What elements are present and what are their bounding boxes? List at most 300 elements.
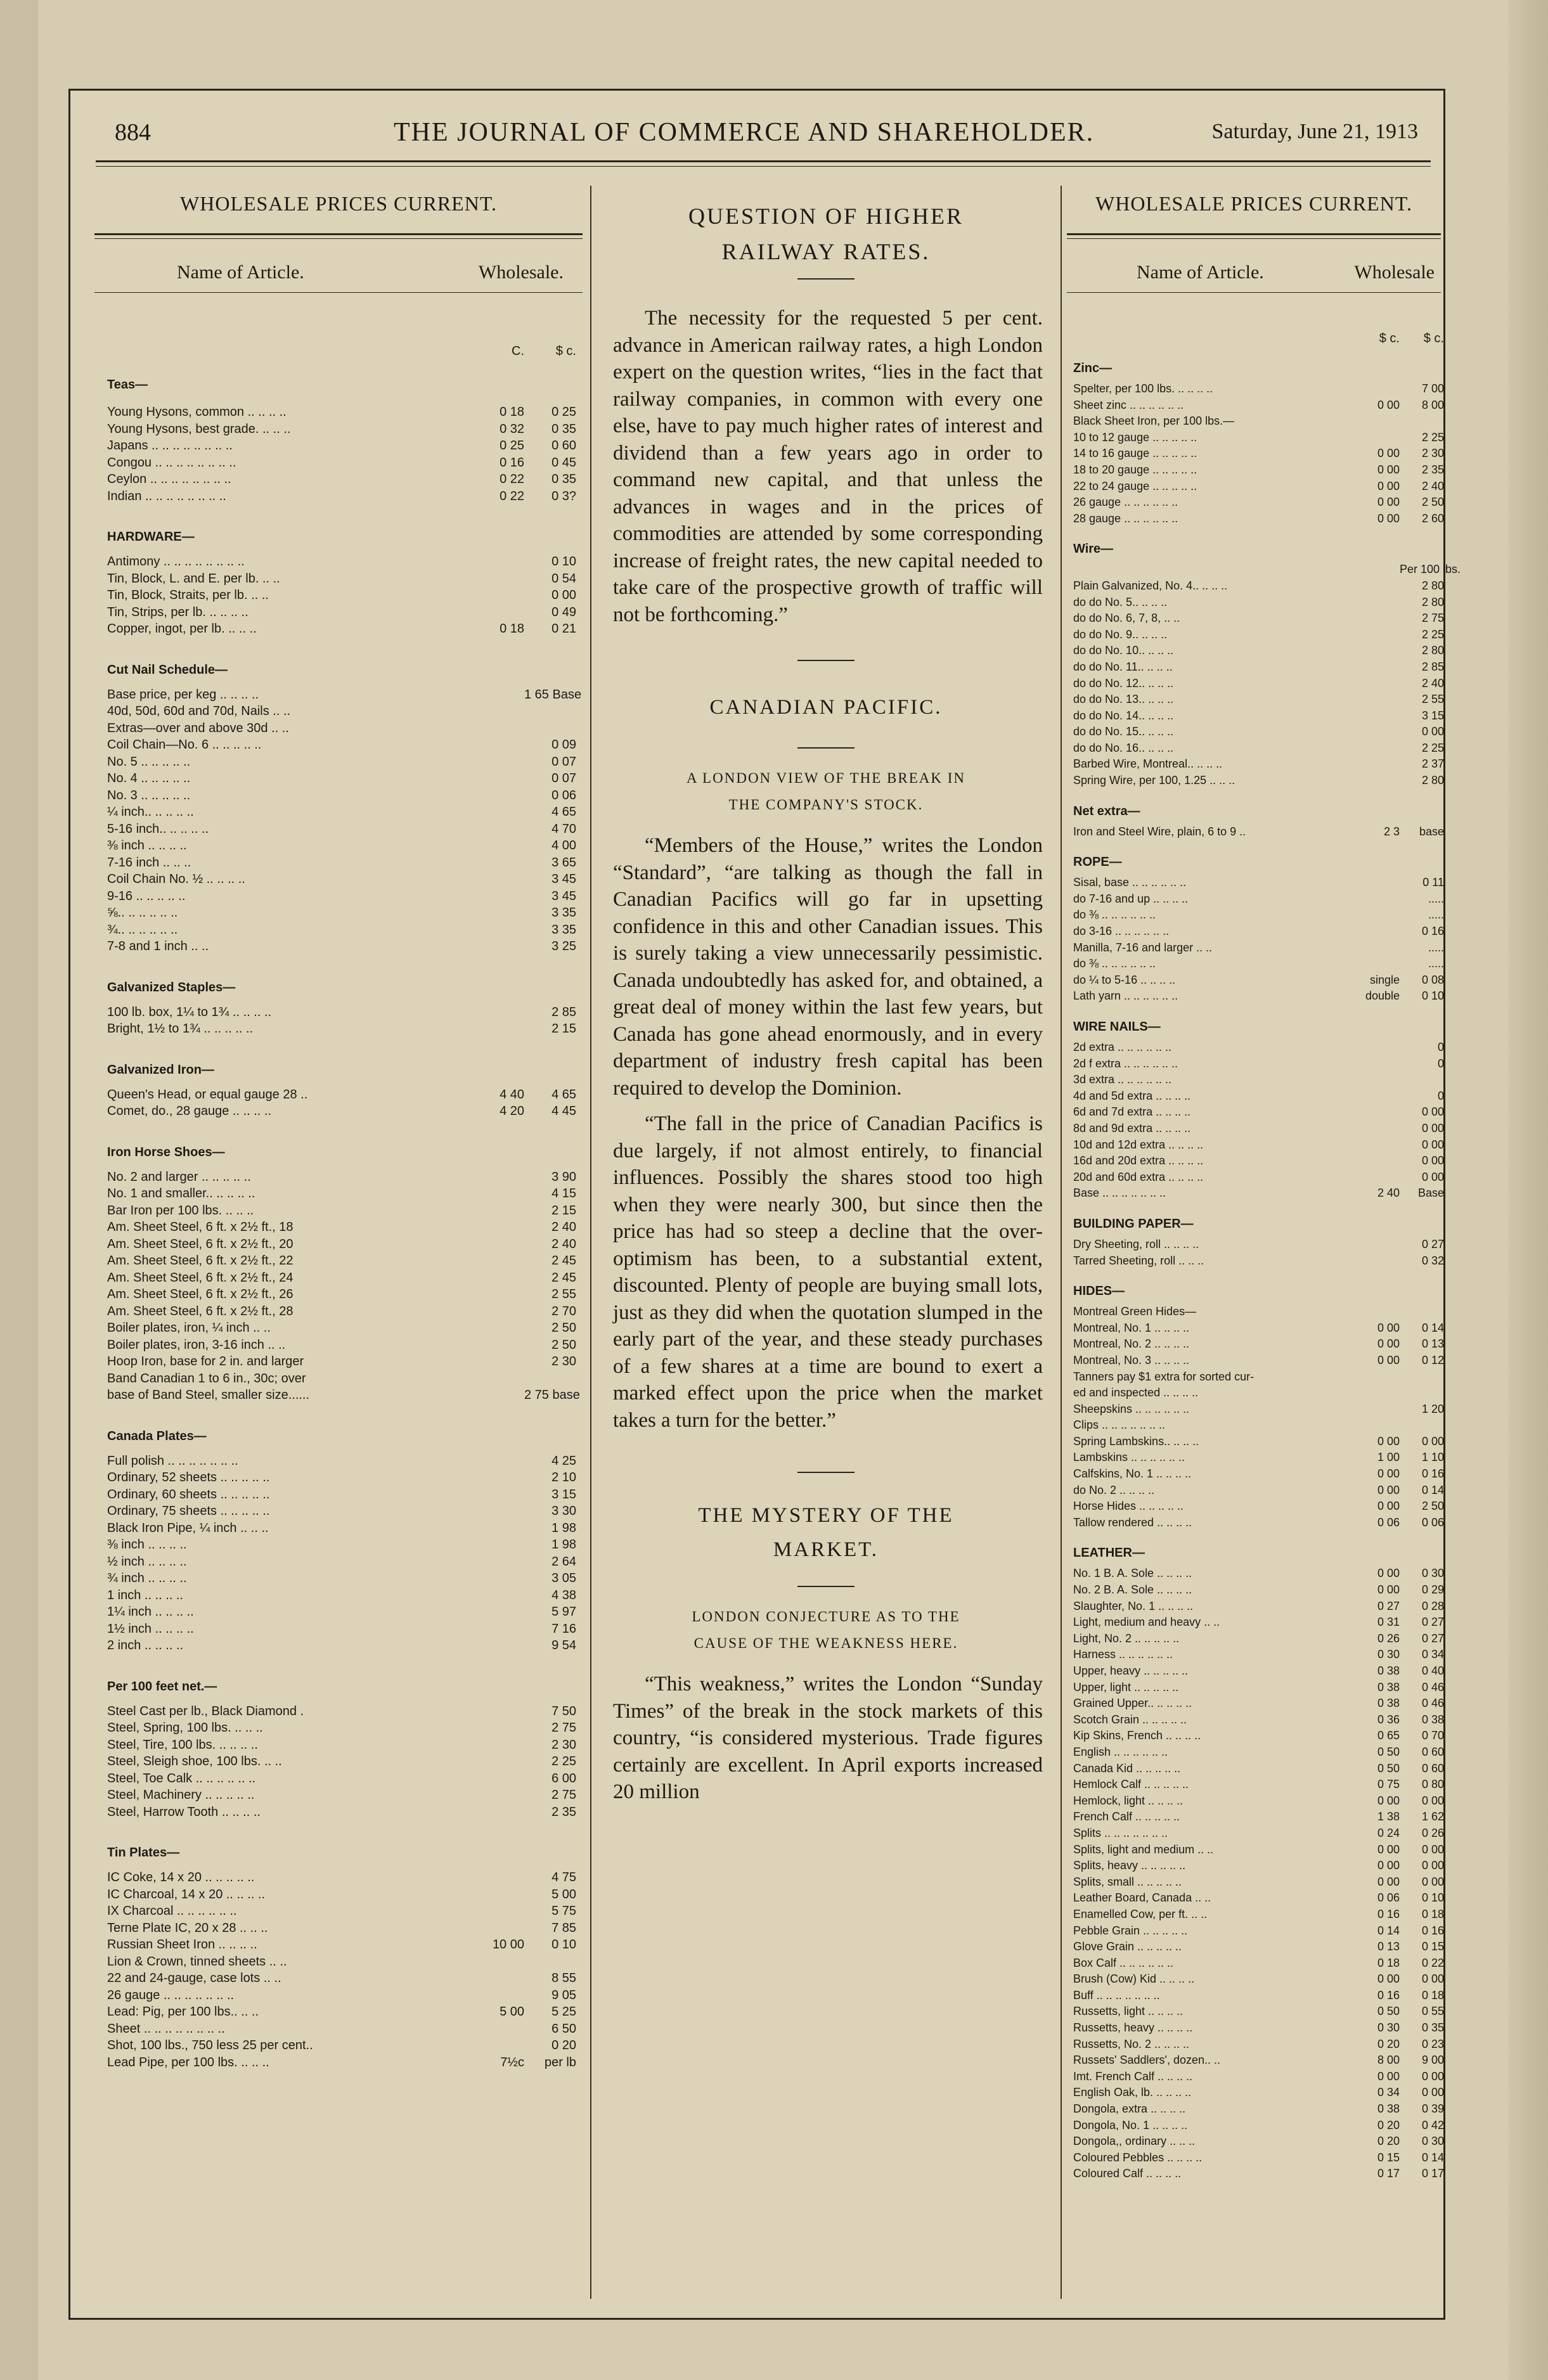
price-value: 0 18 [500,405,524,419]
price-value: 0 50 [1377,2005,1400,2018]
article-name: Montreal, No. 1 .. .. .. .. [1073,1321,1190,1334]
article-paragraph: “The fall in the price of Canadian Pacifics is due largely, if not almost entirely, to financial influences. Possibly the shares stood too high when they were nearly 300, but since then the price has had so steep a decline that the over-optimism has been, to a substantial extent, discounted. Plenty of people are buying small lots, just as they did when the quotation slumped in the early part of the year, and these steady purchases of a few shares at a time are bound to exert a marked effect upon the price when the market takes a turn for the better.” [613,1112,1043,1432]
article-name: 20d and 60d extra .. .. .. .. [1073,1170,1204,1183]
price-value: 0 21 [551,622,576,636]
article-name: 5-16 inch.. .. .. .. .. [107,821,209,836]
article-name: ¼ inch.. .. .. .. .. [107,805,194,819]
price-value: 2 75 [551,1721,576,1735]
price-row [1073,756,1444,773]
price-value: 2 50 [551,1337,576,1352]
price-row [107,1169,576,1186]
price-value [475,1286,524,1303]
price-value: 0 27 [1377,1599,1400,1612]
article-name: Light, medium and heavy .. .. [1073,1616,1220,1629]
article-name: Hoop Iron, base for 2 in. and larger [107,1354,304,1368]
price-value: 4 38 [551,1588,576,1602]
price-row [1073,2069,1444,2085]
price-row [1073,1253,1444,1270]
price-row [1073,1401,1444,1418]
price-value [475,720,524,737]
price-value: 0 45 [551,455,576,470]
article-name: Bright, 1½ to 1¾ .. .. .. .. .. [107,1022,254,1036]
price-value: 2 30 [1421,447,1444,460]
price-row [107,1953,576,1971]
price-value [475,1570,524,1587]
article-name: Am. Sheet Steel, 6 ft. x 2½ ft., 20 [107,1237,293,1251]
article-name: do do No. 10.. .. .. .. [1073,644,1174,657]
price-row [1073,824,1444,840]
price-value: 0 38 [1377,1680,1400,1694]
article-name: Congou .. .. .. .. .. .. .. .. [107,455,236,470]
article-name: Tallow rendered .. .. .. .. [1073,1515,1192,1529]
article-paragraph: “This weakness,” writes the London “Sunday Times” of the break in the stock markets of this country, “is considered mysterious. Trade figures certainly are excellent. In April exports increased 20 million [613,1673,1043,1803]
price-row [1073,1761,1444,1777]
price-value [475,1970,524,1987]
price-value: ..... [1428,892,1444,905]
price-value [475,1270,524,1287]
article-name: Montreal Green Hides— [1073,1305,1197,1318]
price-row [107,488,576,505]
article-name: Indian .. .. .. .. .. .. .. .. [107,489,226,503]
right-currency-b: $ c. [1423,331,1444,345]
price-value: 0 18 [1377,1956,1400,1969]
price-row [107,1270,576,1287]
price-value: 2 15 [551,1203,576,1218]
article-name: 4d and 5d extra .. .. .. .. [1073,1089,1191,1102]
article-name: IC Charcoal, 14 x 20 .. .. .. .. [107,1887,265,1901]
article-name: Ceylon .. .. .. .. .. .. .. .. [107,472,231,486]
price-row [107,770,576,787]
price-value [475,1387,524,1404]
price-value: 5 00 [500,2005,524,2019]
article-name: base of Band Steel, smaller size...... [107,1388,310,1402]
price-value [475,821,524,838]
article-name: do do No. 13.. .. .. .. [1073,693,1174,706]
price-value: 0 22 [500,472,524,486]
article-name: Hemlock Calf .. .. .. .. .. [1073,1778,1189,1791]
article-name: No. 3 .. .. .. .. .. [107,788,191,802]
price-value: 0 31 [1377,1616,1400,1629]
price-value: 0 00 [1377,2069,1400,2083]
article-name: 40d, 50d, 60d and 70d, Nails .. .. [107,704,291,718]
article-name: Ordinary, 60 sheets .. .. .. .. .. [107,1487,270,1502]
price-value: 0 00 [1421,1859,1444,1872]
article-name: No. 1 B. A. Sole .. .. .. .. [1073,1567,1192,1580]
article-name: ⅜ inch .. .. .. .. [107,839,187,852]
price-value: 0 38 [1377,1697,1400,1710]
price-value: 1 98 [551,1538,576,1552]
article-name: Iron and Steel Wire, plain, 6 to 9 .. [1073,825,1246,838]
article-name: Base .. .. .. .. .. .. .. [1073,1187,1166,1200]
article-name: Am. Sheet Steel, 6 ft. x 2½ ft., 24 [107,1270,293,1285]
price-value: 1 20 [1421,1402,1444,1415]
article-name: Lath yarn .. .. .. .. .. .. [1073,989,1178,1003]
price-row [1073,381,1444,397]
price-value [475,1737,524,1754]
price-row [1073,773,1444,789]
article-name: Queen's Head, or equal gauge 28 .. [107,1087,308,1102]
article-name: do do No. 14.. .. .. .. [1073,709,1174,722]
price-value [1355,1237,1400,1253]
price-row [107,1486,576,1503]
price-row [107,1202,576,1219]
price-value: 0 16 [1377,1988,1400,2002]
price-value: 0 16 [1421,1467,1444,1481]
price-row [1073,413,1444,430]
price-value: 0 00 [1377,1483,1400,1496]
price-value [475,1202,524,1219]
price-value: 0 23 [1421,2037,1444,2050]
article-name: Japans .. .. .. .. .. .. .. .. [107,439,233,453]
article-name: Spring Lambskins.. .. .. .. [1073,1434,1199,1448]
price-value [475,1169,524,1186]
price-value: 2 85 [551,1005,576,1019]
price-row [107,1236,576,1253]
article-name: Copper, ingot, per lb. .. .. .. [107,622,257,636]
article-name: Brush (Cow) Kid .. .. .. .. [1073,1972,1195,1986]
price-row [107,1886,576,1903]
price-value: 2 3 [1383,825,1400,838]
price-row [1073,1369,1444,1386]
article-name: Am. Sheet Steel, 6 ft. x 2½ ft., 22 [107,1254,293,1268]
article-name: 1½ inch .. .. .. .. [107,1621,194,1636]
article-name: IC Coke, 14 x 20 .. .. .. .. .. [107,1870,255,1884]
price-row [107,1604,576,1621]
price-value [475,1903,524,1920]
article-name: Sheepskins .. .. .. .. .. .. [1073,1402,1190,1415]
price-row [107,437,576,454]
article-name: Russets' Saddlers', dozen.. .. [1073,2054,1220,2067]
price-value: 0 00 [1377,1353,1400,1367]
price-row [1073,1169,1444,1186]
article-name: ⅜ inch .. .. .. .. [107,1538,187,1552]
price-row [1073,397,1444,414]
price-value [524,1953,576,1971]
price-value: 0 26 [1377,1631,1400,1645]
price-row [1073,430,1444,446]
price-row [107,1286,576,1303]
price-row [1073,972,1444,989]
price-value: 1 38 [1377,1810,1400,1824]
left-price-column [88,186,589,2299]
price-row [107,1387,580,1404]
article-name: Dongola,, ordinary .. .. .. [1073,2135,1196,2148]
article-name: Splits, heavy .. .. .. .. .. [1073,1859,1186,1872]
price-value [1355,956,1400,972]
price-row [1073,1385,1444,1401]
price-value: 0 18 [500,622,524,636]
right-price-list [1073,331,1461,2182]
article-name: Canada Kid .. .. .. .. .. [1073,1761,1181,1775]
price-section-title: Tin Plates— [107,1846,180,1860]
price-value [1355,1056,1400,1072]
right-col-price-header: Wholesale [1354,262,1435,283]
price-row [1073,1515,1444,1531]
price-value: 0 00 [1377,1794,1400,1807]
price-row [107,854,576,872]
price-value: 6 50 [551,2021,576,2036]
article-name: 9-16 .. .. .. .. .. [107,889,186,903]
title-rule [797,278,855,280]
price-row [107,787,576,804]
price-value: 2 25 [1421,430,1444,444]
price-value [475,1252,524,1270]
article-name: Ordinary, 75 sheets .. .. .. .. .. [107,1504,270,1518]
price-row [1073,595,1444,611]
article-name: Splits, light and medium .. .. [1073,1843,1214,1856]
article-name: Base price, per keg .. .. .. .. [107,687,259,702]
article-name: Steel, Sleigh shoe, 100 lbs. .. .. [107,1754,282,1768]
right-price-column [1061,186,1461,2299]
price-value [1355,627,1400,643]
price-row [1073,1793,1444,1810]
price-row [1073,907,1444,923]
price-value: 0 [1437,1089,1444,1102]
price-section-title: LEATHER— [1073,1546,1145,1560]
price-value: 0 22 [500,489,524,503]
price-value: 0 00 [1377,1321,1400,1334]
price-row [107,1103,576,1120]
price-value: 3 05 [551,1571,576,1585]
price-value [475,737,524,754]
price-value: 3 90 [551,1169,576,1184]
price-row [1073,1466,1444,1483]
price-section-title: WIRE NAILS— [1073,1020,1161,1034]
article-name: 1 inch .. .. .. .. [107,1588,184,1602]
price-row [1073,1647,1444,1663]
price-value [1400,1385,1444,1401]
article-name: Full polish .. .. .. .. .. .. .. [107,1453,238,1468]
article-name: Steel Cast per lb., Black Diamond . [107,1704,304,1718]
price-row [107,720,576,737]
article-name: Young Hysons, best grade. .. .. .. [107,421,291,436]
price-value: 0 14 [1421,2151,1444,2164]
article-title-line: QUESTION OF HIGHER [688,203,964,229]
price-value: 0 14 [1421,1483,1444,1496]
price-value: 0 27 [1421,1631,1444,1645]
price-row [107,686,582,704]
article-name: Horse Hides .. .. .. .. .. [1073,1500,1184,1513]
price-value [1400,1304,1444,1320]
price-row [107,587,576,604]
price-value: 0 13 [1377,1940,1400,1953]
article-name: Barbed Wire, Montreal.. .. .. .. [1073,757,1223,771]
price-row [107,871,576,888]
article-name: Russetts, heavy .. .. .. .. [1073,2021,1193,2035]
price-value: 7 16 [551,1621,576,1636]
article-name: Terne Plate IC, 20 x 28 .. .. .. [107,1920,268,1935]
price-value [524,1370,576,1387]
article-divider [797,1472,855,1473]
article-name: Boiler plates, iron, 3-16 inch .. .. [107,1337,286,1352]
price-value [475,1303,524,1320]
price-row [107,1520,576,1537]
price-value [1355,923,1400,940]
article-name: Splits .. .. .. .. .. .. .. [1073,1826,1168,1839]
article-subtitle-line: A LONDON VIEW OF THE BREAK IN [686,770,966,786]
price-value: 0 60 [551,439,576,453]
article-name: do do No. 11.. .. .. .. [1073,660,1173,673]
article-name: Band Canadian 1 to 6 in., 30c; over [107,1371,306,1386]
price-value [1355,724,1400,740]
price-value: ..... [1428,941,1444,954]
price-value: 0 17 [1421,2167,1444,2180]
price-row [1073,940,1444,956]
price-value [1355,891,1400,908]
price-value: 3 45 [551,872,576,886]
page-number: 884 [115,119,151,146]
article-name: 14 to 16 gauge .. .. .. .. .. [1073,447,1197,460]
article-name: English .. .. .. .. .. .. [1073,1745,1168,1758]
article-name: Bar Iron per 100 lbs. .. .. .. [107,1203,254,1218]
price-row [1073,1614,1444,1631]
price-value: 0 25 [500,439,524,453]
price-value [475,1553,524,1571]
price-value: 9 05 [551,1988,576,2002]
price-value: 0 00 [1377,1859,1400,1872]
price-value: 2 50 [551,1321,576,1335]
price-value [475,2021,524,2038]
article-name: Clips .. .. .. .. .. .. .. [1073,1418,1166,1432]
article-name: Tin, Block, Straits, per lb. .. .. [107,588,269,602]
price-row [1073,2052,1444,2069]
price-value [475,770,524,787]
price-section-title: Galvanized Iron— [107,1062,214,1077]
price-row [107,1320,576,1337]
price-row [1073,956,1444,972]
price-value: 9 54 [551,1638,576,1652]
article-subtitle-line: THE COMPANY'S STOCK. [728,797,924,813]
price-value [475,1787,524,1804]
price-value: 8 00 [1421,398,1444,411]
price-value [475,1453,524,1470]
price-row [1073,875,1444,891]
article-name: do do No. 9.. .. .. .. [1073,627,1168,641]
article-name: do ¼ to 5-16 .. .. .. .. [1073,973,1176,986]
price-value: 0 15 [1421,1940,1444,1953]
price-value: 0 00 [1377,1843,1400,1856]
left-subhead-rule [94,292,583,293]
price-value: 7 50 [551,1704,576,1718]
price-value [1355,691,1400,708]
article-name: 26 gauge .. .. .. .. .. .. [1073,496,1178,509]
price-row [1073,1712,1444,1728]
price-value: Base [1417,1187,1444,1200]
price-value: 0 22 [1421,1956,1444,1969]
price-section-title: Zinc— [1073,361,1113,375]
price-row [107,1920,576,1937]
price-value: 0 12 [1421,1353,1444,1367]
article-name: Ordinary, 52 sheets .. .. .. .. .. [107,1470,270,1484]
price-row [1073,2004,1444,2020]
right-currency-a: $ c. [1379,331,1400,345]
article-name: Calfskins, No. 1 .. .. .. .. [1073,1467,1192,1481]
price-row [1073,1072,1444,1088]
price-value: 8 55 [551,1971,576,1985]
article-name: Kip Skins, French .. .. .. .. [1073,1729,1201,1742]
price-value: 3 15 [551,1487,576,1502]
price-value: base [1419,825,1444,838]
price-value: 2 80 [1421,579,1444,592]
article-name [1073,562,1355,578]
price-value: 0 00 [1377,1337,1400,1351]
price-row [107,804,576,821]
price-row [1073,1874,1444,1891]
left-col-price-header: Wholesale. [478,262,564,283]
article-name: do do No. 6, 7, 8, .. .. [1073,612,1180,625]
article-name: No. 1 and smaller.. .. .. .. .. [107,1187,255,1200]
price-value: 3 15 [1421,709,1444,722]
price-section-title: BUILDING PAPER— [1073,1216,1194,1231]
article-name: Upper, light .. .. .. .. .. [1073,1680,1179,1694]
right-currency-header [1073,331,1444,346]
article-cpr-title: CANADIAN PACIFIC. [709,696,943,719]
price-row [1073,1825,1444,1842]
price-value [475,1004,524,1021]
article-paragraph: “Members of the House,” writes the London “Standard”, “are talking as though the fall in Canadian Pacifics will go far in upsetting confidence in this and other Canadian issues. This is surely taking a view unnecessarily pessimistic. Canada undoubtedly has asked for, and obtained, a great deal of money within the last few years, but Canada has gone ahead enormously, and in every department of industry fresh capital has been required to develop the Dominion. [613,834,1043,1100]
price-row [1073,1498,1444,1515]
price-row [107,1004,576,1021]
price-value: ..... [1428,957,1444,970]
price-value: 0 40 [1421,1664,1444,1677]
article-subtitle-line: CAUSE OF THE WEAKNESS HERE. [693,1635,958,1651]
price-value: 2 40 [551,1220,576,1234]
left-column-title: WHOLESALE PRICES CURRENT. [180,192,497,215]
price-value: 10 00 [492,1938,524,1952]
price-value: 2 55 [1421,693,1444,706]
price-value [1355,1253,1400,1270]
article-name: 10 to 12 gauge .. .. .. .. .. [1073,430,1197,444]
price-value: 0 08 [1421,973,1444,986]
price-value: 0 20 [1377,2135,1400,2148]
price-value: 0 38 [1421,1713,1444,1726]
price-value: 4 00 [551,839,576,852]
price-row [1073,1631,1444,1647]
price-value: 1 65 Base [524,687,582,702]
left-price-list [107,344,582,2071]
price-value: 0 07 [551,771,576,785]
price-row [1073,578,1444,595]
price-value: 0 30 [1421,1567,1444,1580]
price-value: 0 36 [1377,1713,1400,1726]
right-column-title: WHOLESALE PRICES CURRENT. [1095,192,1412,215]
price-value [475,1486,524,1503]
article-name: Sheet .. .. .. .. .. .. .. .. [107,2021,225,2036]
right-title-rule [1067,233,1441,239]
middle-article-column [590,186,1062,2299]
price-row [1073,1744,1444,1761]
price-row [1073,988,1444,1005]
price-row [107,1503,576,1520]
price-row [1073,740,1444,757]
price-row [107,1219,576,1236]
price-value: 2 10 [551,1470,576,1484]
article-title-line: RAILWAY RATES. [721,239,931,264]
price-value: 0 46 [1421,1697,1444,1710]
price-value: 0 00 [1377,447,1400,460]
price-value: double [1365,989,1400,1003]
article-name: Upper, heavy .. .. .. .. .. [1073,1664,1189,1677]
article-name: Dongola, No. 1 .. .. .. .. [1073,2118,1188,2132]
price-row [1073,562,1461,578]
price-value: 0 00 [1421,1121,1444,1135]
price-row [107,1869,576,1886]
article-name: Sisal, base .. .. .. .. .. .. [1073,876,1187,889]
price-value: 0 54 [551,571,576,586]
price-row [107,1787,576,1804]
price-row [1073,1663,1444,1680]
price-value: 2 75 [551,1788,576,1802]
